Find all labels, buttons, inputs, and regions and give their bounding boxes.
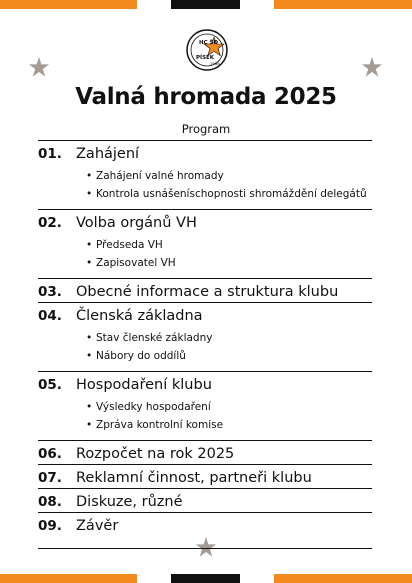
agenda-subitem: • Zahájení valné hromady [86, 167, 372, 185]
agenda-item-number: 02. [38, 215, 62, 231]
agenda-item-number: 01. [38, 146, 62, 162]
agenda-item-header [38, 440, 372, 464]
agenda-item [38, 209, 372, 272]
top-bar-orange-left [0, 0, 137, 9]
agenda-item-header [38, 302, 372, 326]
agenda-item [38, 371, 372, 434]
top-bar-black [171, 0, 240, 9]
bottom-bar-black [171, 574, 240, 583]
agenda-subitem: • Výsledky hospodaření [86, 398, 372, 416]
agenda-subitem: • Kontrola usnášeníschopnosti shromáždění delegátů [86, 185, 372, 203]
agenda-item-title: Rozpočet na rok 2025 [76, 446, 235, 462]
bottom-bar-orange-right [274, 574, 412, 583]
page-subtitle: Program [181, 122, 231, 136]
agenda-item-header [38, 371, 372, 395]
agenda-item-header [38, 512, 372, 536]
agenda-item-number: 07. [38, 470, 62, 486]
agenda-item [38, 140, 372, 203]
agenda-item-number: 05. [38, 377, 62, 393]
agenda-item-title: Reklamní činnost, partneři klubu [76, 470, 312, 486]
agenda-item-header [38, 488, 372, 512]
agenda-list [38, 140, 372, 536]
agenda-subitem-list [38, 167, 372, 203]
agenda-item-title: Diskuze, různé [76, 494, 183, 510]
agenda-item-header [38, 464, 372, 488]
agenda-item-number: 04. [38, 308, 62, 324]
agenda-subitem: • Stav členské základny [86, 329, 372, 347]
page-title: Valná hromada 2025 [75, 84, 337, 110]
agenda-subitem: • Zpráva kontrolní komise [86, 416, 372, 434]
agenda-item [38, 302, 372, 365]
agenda-subitem: • Předseda VH [86, 236, 372, 254]
agenda-item-number: 08. [38, 494, 62, 510]
star-icon [28, 56, 50, 78]
agenda-item-title: Členská základna [76, 308, 203, 324]
agenda-item [38, 278, 372, 302]
agenda-subitem: • Nábory do oddílů [86, 347, 372, 365]
agenda-end-divider [38, 548, 372, 549]
logo-top-text: HC ŠD [199, 40, 219, 46]
agenda-item-header [38, 209, 372, 233]
agenda-item-title: Obecné informace a struktura klubu [76, 284, 339, 300]
agenda-item-title: Závěr [76, 518, 119, 534]
agenda-item-title: Hospodaření klubu [76, 377, 212, 393]
logo-bottom-text: PÍSEK [196, 55, 215, 61]
agenda-item [38, 464, 372, 488]
agenda-item [38, 488, 372, 512]
bottom-bar-orange-left [0, 574, 137, 583]
agenda-item-title: Zahájení [76, 146, 140, 162]
agenda-item [38, 512, 372, 536]
agenda-item-number: 09. [38, 518, 62, 534]
agenda-item [38, 440, 372, 464]
star-icon [361, 56, 383, 78]
agenda-subitem-list [38, 398, 372, 434]
star-icon [195, 536, 217, 558]
logo-year: 1986 [210, 61, 220, 66]
top-bar-orange-right [274, 0, 412, 9]
agenda-subitem: • Zapisovatel VH [86, 254, 372, 272]
agenda-item-number: 03. [38, 284, 62, 300]
agenda-item-title: Volba orgánů VH [76, 215, 197, 231]
agenda-item-number: 06. [38, 446, 62, 462]
agenda-subitem-list [38, 329, 372, 365]
agenda-item-header [38, 278, 372, 302]
agenda-item-header [38, 140, 372, 164]
club-logo [184, 27, 230, 73]
agenda-subitem-list [38, 236, 372, 272]
